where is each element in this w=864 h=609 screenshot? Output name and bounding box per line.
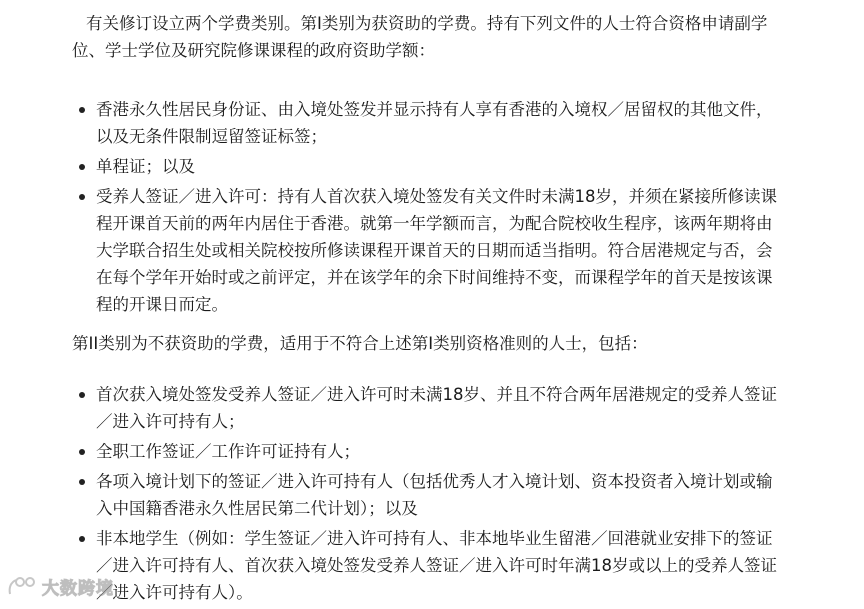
list-item-text: 各项入境计划下的签证／进入许可持有人（包括优秀人才入境计划、资本投资者入境计划或输入中国籍香港永久性居民第二代计划）；以及 (96, 472, 773, 518)
list-item-text: 全职工作签证／工作许可证持有人； (96, 442, 360, 461)
list-item (72, 468, 782, 522)
bullet-icon (79, 449, 85, 455)
list-item-text: 单程证；以及 (96, 157, 195, 176)
category1-list (72, 96, 782, 321)
intro-paragraph: 有关修订设立两个学费类别。第I类别为获资助的学费。持有下列文件的人士符合资格申请副学位、学士学位及研究院修课课程的政府资助学额： (72, 14, 768, 60)
list-item (72, 153, 782, 180)
bullet-icon (79, 479, 85, 485)
list-item-text: 受养人签证／进入许可：持有人首次获入境处签发有关文件时未满18岁，并须在紧接所修读课程开课首天前的两年内居住于香港。就第一年学额而言，为配合院校收生程序，该两年期将由大学联合招生处或相关院校按所修读课程开课首天的日期而适当指明。符合居港规定与否，会在每个学年开始时或之前评定，并在该学年的余下时间维持不变，而课程学年的首天是按该课程的开课日而定。 (96, 187, 777, 314)
bullet-icon (79, 164, 85, 170)
list-item (72, 438, 782, 465)
bullet-icon (79, 107, 85, 113)
list-item (72, 381, 782, 435)
watermark (6, 572, 114, 600)
list-item-text: 非本地学生（例如：学生签证／进入许可持有人、非本地毕业生留港／回港就业安排下的签证／进入许可持有人、首次获入境处签发受养人签证／进入许可时年满18岁或以上的受养人签证／进入许可持有人）。 (96, 529, 777, 602)
category2-list (72, 381, 782, 609)
list-item-text: 首次获入境处签发受养人签证／进入许可时未满18岁、并且不符合两年居港规定的受养人签证／进入许可持有人； (96, 385, 777, 431)
list-item (72, 96, 782, 150)
category2-paragraph: 第II类别为不获资助的学费，适用于不符合上述第I类别资格准则的人士，包括： (72, 334, 648, 353)
list-item-text: 香港永久性居民身份证、由入境处签发并显示持有人享有香港的入境权／居留权的其他文件，以及无条件限制逗留签证标签； (96, 100, 773, 146)
bullet-icon (79, 392, 85, 398)
watermark-text: 大数跨境 (42, 578, 114, 599)
list-item (72, 525, 782, 606)
watermark-logo-icon (6, 574, 38, 598)
bullet-icon (79, 536, 85, 542)
bullet-icon (79, 194, 85, 200)
list-item (72, 183, 782, 318)
